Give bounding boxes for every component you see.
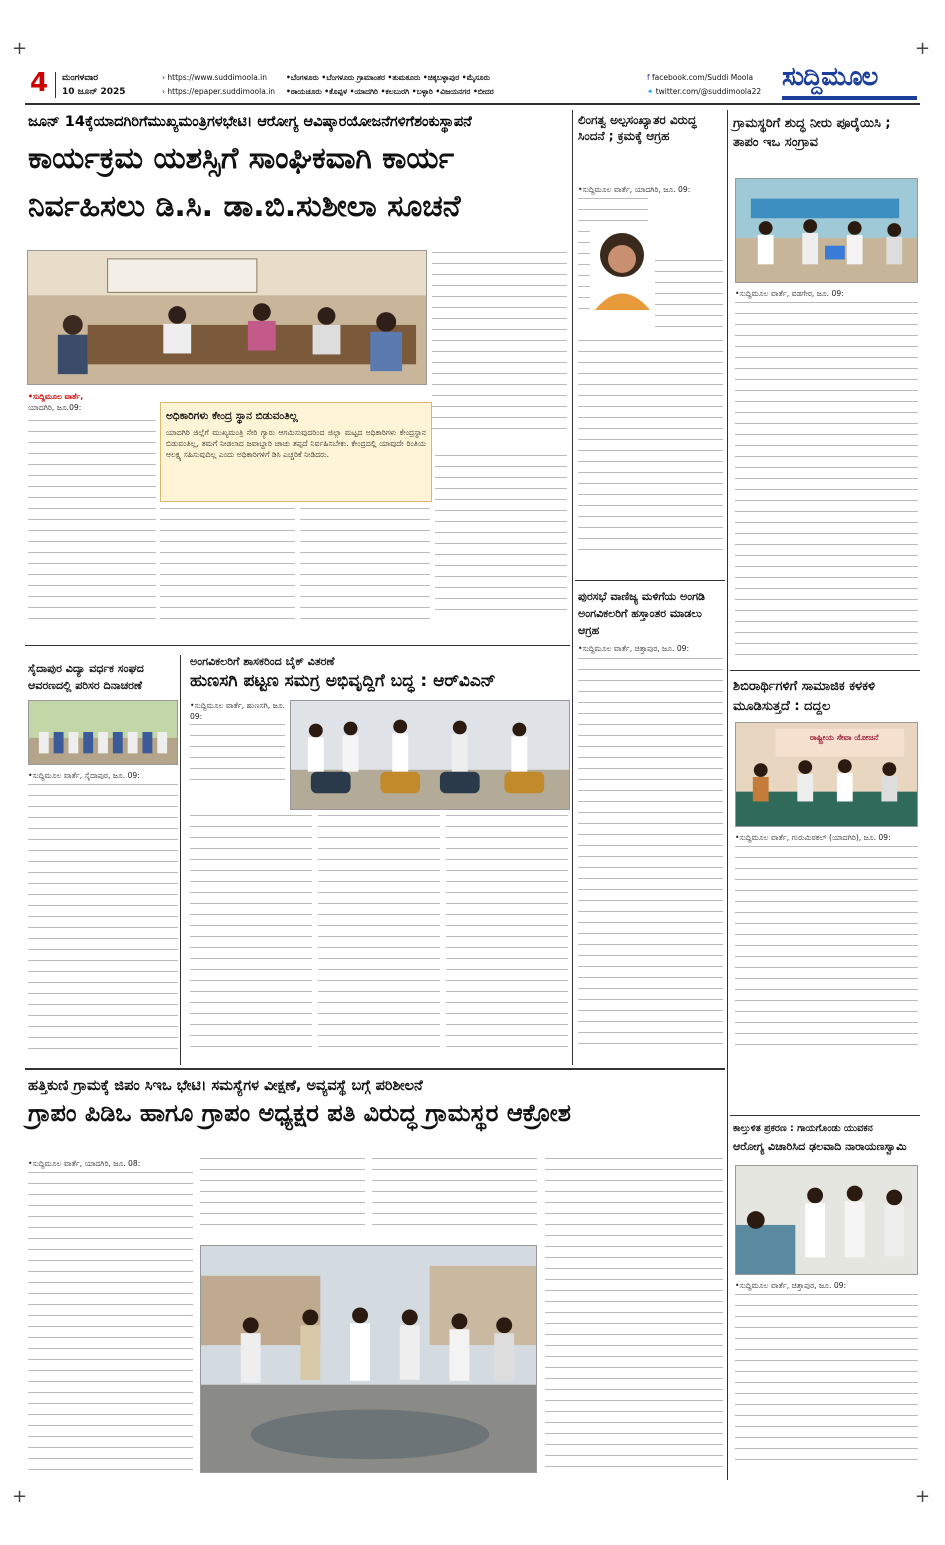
shop-allotment-body: [578, 658, 723, 1058]
crop-mark-bottom-left: +: [12, 1486, 28, 1507]
lead-dateline: [28, 391, 156, 413]
stampede-dateline: •ಸುದ್ದಿಮೂಲ ವಾರ್ತೆ, ಚಿತ್ತಾಪುರ, ಜೂ. 09:: [735, 1281, 847, 1290]
section-rule: [575, 580, 725, 581]
column-divider: [572, 110, 573, 1065]
lead-dateline-place: ಯಾದಗಿರಿ, ಜೂ.09:: [28, 403, 82, 413]
stampede-body: [735, 1294, 918, 1479]
water-story-headline: ಗ್ರಾಮಸ್ಥರಿಗೆ ಶುದ್ಧ ನೀರು ಪೂರೈಯಿಸಿ ; ತಾಪಂ ಇಒ ಸಂಗ್ರಾವ: [733, 116, 891, 150]
bottom-story-body-2: [200, 1158, 365, 1238]
bike-distribution-dateline: •ಸುದ್ದಿಮೂಲ ವಾರ್ತೆ, ಹುಣಸಗಿ, ಜೂ. 09:: [190, 701, 286, 722]
page-number: 4: [30, 68, 49, 98]
lead-body-column-3: [300, 508, 430, 638]
transgender-story-body-2: [655, 260, 723, 340]
header-day: ಮಂಗಳವಾರ: [62, 73, 99, 83]
bike-distribution-body-2: [318, 815, 440, 1060]
bike-distribution-headline: ಹುಣಸಗಿ ಪಟ್ಟಣ ಸಮಗ್ರ ಅಭಿವೃದ್ದಿಗೆ ಬದ್ಧ : ಆರ್‌ವಿಎನ್: [190, 671, 496, 691]
lead-body-column-2: [160, 508, 295, 638]
village-visit-photo: [200, 1245, 537, 1473]
districts-row-2: •ರಾಯಚೂರು •ಕೊಪ್ಪಳ •ಯಾದಗಿರಿ •ಕಲಬುರಗಿ •ಬಳ್ಳಾರಿ •ವಿಜಯನಗರ •ಬೀದರ: [286, 87, 494, 96]
masthead-logo: [782, 62, 917, 102]
lead-dateline-label: •ಸುದ್ದಿಮೂಲ ವಾರ್ತೆ,: [28, 392, 84, 401]
bike-distribution-body-intro: [190, 724, 285, 789]
section-rule: [25, 1068, 725, 1070]
logo-underline: [782, 96, 917, 100]
nss-camp-dateline: •ಸುದ್ದಿಮೂಲ ವಾರ್ತೆ, ಗುರುಮಿಠಕಲ್ (ಯಾದಗಿರಿ), ಜೂ. 09:: [735, 833, 891, 842]
lead-kicker: ಜೂನ್ 14ಕ್ಕೆಯಾದಗಿರಿಗೆಮುಖ್ಯಮಂತ್ರಿಗಳಭೇಟಿ। ಆರೋಗ್ಯ ಆವಿಷ್ಕಾರಯೋಜನೆಗಳಿಗೆಶಂಕುಸ್ಥಾಪನೆ: [28, 114, 472, 130]
section-rule: [730, 1115, 920, 1116]
column-divider: [180, 655, 181, 1065]
lead-body-column-1: [28, 420, 156, 635]
transgender-story-body-3: [578, 340, 723, 570]
bottom-story-body-1: [28, 1172, 193, 1477]
notice-box-title: ಅಧಿಕಾರಿಗಳು ಕೇಂದ್ರ ಸ್ಥಾನ ಬಿಡುವಂತಿಲ್ಲ: [166, 410, 298, 422]
officials-notice-box: [160, 402, 432, 502]
section-rule: [25, 645, 570, 646]
bike-distribution-kicker: ಅಂಗವಿಕಲರಿಗೆ ಶಾಸಕರಿಂದ ಬೈಕ್ ವಿತರಣೆ: [190, 655, 335, 668]
bottom-story-kicker: ಹತ್ತಿಕುಣಿ ಗ್ರಾಮಕ್ಕೆ ಜಿಪಂ ಸಿಇಒ ಭೇಟಿ। ಸಮಸ್ಯೆಗಳ ವೀಕ್ಷಣೆ, ಅವ್ಯವಸ್ಥೆ ಬಗ್ಗೆ ಪರಿಶೀಲನೆ: [28, 1078, 423, 1094]
epaper-link[interactable]: › https://epaper.suddimoola.in: [162, 87, 276, 96]
transgender-story-headline: ಲಿಂಗತ್ವ ಅಲ್ಪಸಂಖ್ಯಾತರ ವಿರುದ್ಧ ಸಿಂದನೆ ; ಕ್ರಮಕ್ಕೆ ಆಗ್ರಹ: [578, 113, 697, 143]
bike-distribution-body-3: [446, 815, 568, 1060]
districts-row-1: •ಬೆಂಗಳೂರು •ಬೆಂಗಳೂರು ಗ್ರಾಮಾಂತರ •ತುಮಕೂರು •ಚಿಕ್ಕಬಳ್ಳಾಪುರ •ಮೈಸೂರು: [286, 73, 490, 82]
water-story-photo: [735, 178, 918, 283]
nss-camp-body: [735, 846, 918, 1056]
header-rule: [25, 103, 920, 105]
twitter-icon: ✦: [647, 87, 654, 96]
water-story-body: [735, 302, 918, 662]
hospital-visit-photo: [735, 1165, 918, 1275]
nss-camp-photo: [735, 722, 918, 827]
environment-day-body: [28, 784, 178, 1059]
stampede-headline: ಆರೋಗ್ಯ ವಿಚಾರಿಸಿದ ಢಲವಾದಿ ನಾರಾಯಣಸ್ವಾಮಿ: [733, 1140, 907, 1153]
bike-distribution-body-1: [190, 815, 312, 1060]
twitter-handle: twitter.com/@suddimoola22: [655, 87, 762, 96]
environment-day-photo: [28, 700, 178, 765]
lead-headline-line-2: ನಿರ್ವಹಿಸಲು ಡಿ.ಸಿ. ಡಾ.ಬಿ.ಸುಶೀಲಾ ಸೂಚನೆ: [28, 189, 461, 224]
crop-mark-top-right: +: [915, 38, 931, 59]
bottom-story-body-4: [545, 1158, 723, 1478]
facebook-link[interactable]: [647, 72, 753, 83]
header-date: 10 ಜೂನ್ 2025: [62, 87, 126, 97]
facebook-icon: f: [647, 73, 650, 82]
header-divider: [55, 72, 56, 98]
bike-distribution-photo: [290, 700, 570, 810]
column-divider: [727, 110, 728, 1480]
crop-mark-top-left: +: [12, 38, 28, 59]
shop-allotment-dateline: •ಸುದ್ದಿಮೂಲ ವಾರ್ತೆ, ಚಿತ್ತಾಪುರ, ಜೂ. 09:: [578, 644, 690, 653]
transgender-story-dateline: •ಸುದ್ದಿಮೂಲ ವಾರ್ತೆ, ಯಾದಗಿರಿ, ಜೂ. 09:: [578, 185, 691, 194]
environment-day-dateline: •ಸುದ್ದಿಮೂಲ ವಾರ್ತೆ, ಸೈದಾಪುರ, ಜೂ. 09:: [28, 771, 140, 780]
stampede-kicker: ಕಾಲ್ತುಳಿತ ಪ್ರಕರಣ : ಗಾಯಗೊಂಡು ಯುವಕನ: [733, 1123, 873, 1134]
lead-headline-line-1: ಕಾರ್ಯಕ್ರಮ ಯಶಸ್ಸಿಗೆ ಸಾಂಘಿಕವಾಗಿ ಕಾರ್ಯ: [28, 141, 455, 176]
crop-mark-bottom-right: +: [915, 1486, 931, 1507]
bottom-story-dateline: •ಸುದ್ದಿಮೂಲ ವಾರ್ತೆ, ಯಾದಗಿರಿ, ಜೂ. 08:: [28, 1159, 141, 1168]
epaper-url: https://epaper.suddimoola.in: [167, 87, 276, 96]
section-rule: [730, 670, 920, 671]
lead-body-column-4: [435, 455, 567, 638]
person-portrait: [590, 225, 655, 310]
nss-banner-text: ರಾಷ್ಟ್ರೀಯ ಸೇವಾ ಯೋಜನೆ: [809, 733, 879, 742]
water-story-dateline: •ಸುದ್ದಿಮೂಲ ವಾರ್ತೆ, ವಡಗೇರ, ಜೂ. 09:: [735, 289, 844, 298]
environment-day-headline: ಸೈದಾಪುರ ವಿದ್ಯಾ ವರ್ಧಕ ಸಂಘದ ಆವರಣದಲ್ಲಿ ಪರಿಸರ ದಿನಾಚರಣೆ: [28, 662, 144, 692]
notice-box-text: ಯಾದಗಿರಿ ಜಿಲ್ಲೆಗೆ ಮುಖ್ಯಮಂತ್ರಿ ನೇರಿ ಗ್ಯಾರು ಆಗಮಿಸುವುದರಿಂದ ಜಿಲ್ಲಾ ಮಟ್ಟದ ಅಧಿಕಾರಿಗಳು ಕೇಂದ್ರಸ್ಥಾನ ಬಿಡುವಂತಿಲ್ಲ, ತಮಗೆ ನೀಡಲಾದ ಜವಾಬ್ದಾರಿ ಚಾಚು ತಪ್ಪದೆ ನಿರ್ವಹಿಸಬೇಕು. ಕೇಂದ್ರದಲ್ಲಿ ಯಾವುದೇ ರಿಂತಿಯ ಆಲಕ್ಷ್ಯ ಸಹಿಸುವುದಿಲ್ಲ ಎಂದು ಅಧಿಕಾರಿಗಳಿಗೆ ಡಿಸಿ ಎಚ್ಚರಿಕೆ ನೀಡಿದರು.: [166, 428, 426, 460]
website-url: https://www.suddimoola.in: [167, 73, 268, 82]
twitter-link[interactable]: [647, 86, 761, 97]
logo-text: ಸುದ್ದಿಮೂಲ: [782, 62, 878, 92]
nss-camp-headline: ಶಿಬಿರಾರ್ಥಿಗಳಿಗೆ ಸಾಮಾಜಿಕ ಕಳಕಳಿ ಮೂಡಿಸುತ್ತದೆ : ದದ್ದಲ: [733, 679, 876, 714]
lead-body-column-right: [432, 252, 567, 447]
facebook-handle: facebook.com/Suddi Moola: [652, 73, 754, 82]
lead-photo: [27, 250, 427, 385]
shop-allotment-headline: ಪುರಸಭೆ ವಾಣಿಜ್ಯ ಮಳಿಗೆಯ ಅಂಗಡಿ ಅಂಗವಿಕಲರಿಗೆ ಹಸ್ತಾಂತರ ಮಾಡಲು ಆಗ್ರಹ: [578, 590, 705, 637]
website-link[interactable]: › https://www.suddimoola.in: [162, 73, 268, 82]
bottom-story-body-3: [372, 1158, 537, 1238]
bottom-story-headline: ಗ್ರಾಪಂ ಪಿಡಿಒ ಹಾಗೂ ಗ್ರಾಪಂ ಅಧ್ಯಕ್ಷರ ಪತಿ ವಿರುದ್ಧ ಗ್ರಾಮಸ್ಥರ ಆಕ್ರೋಶ: [28, 1099, 571, 1127]
